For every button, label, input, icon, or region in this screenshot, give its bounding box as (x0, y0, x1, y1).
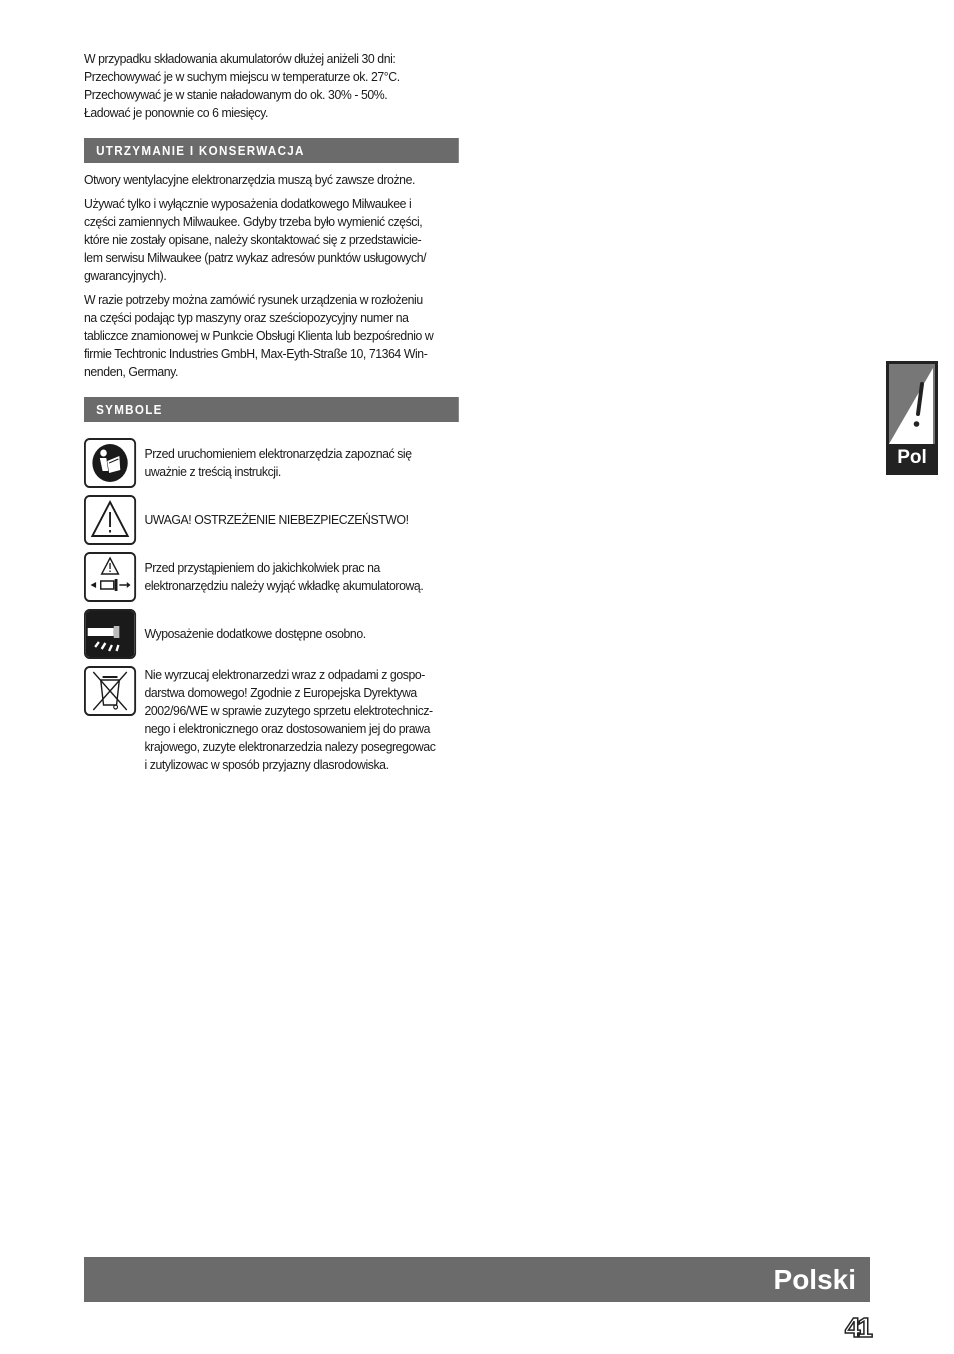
text-line: Używać tylko i wyłącznie wyposażenia dodatkowego Milwaukee i (84, 196, 412, 211)
footer-bar (84, 1257, 870, 1302)
text-line: firmie Techtronic Industries GmbH, Max-Eyth-Straße 10, 71364 Win- (84, 346, 428, 361)
text-line: elektronarzędziu należy wyjąć wkładkę akumulatorową. (144, 578, 424, 593)
language-tab-label: Pol (897, 447, 927, 468)
symbol-text (144, 625, 365, 643)
text-line: Wyposażenie dodatkowe dostępne osobno. (144, 626, 366, 641)
footer-language-title: Polski (773, 1264, 856, 1295)
maintenance-heading: UTRZYMANIE I KONSERWACJA (84, 138, 459, 163)
symbol-text (144, 666, 435, 774)
text-line: części zamiennych Milwaukee. Gdyby trzeba było wymienić części, (84, 214, 423, 229)
text-line: Otwory wentylacyjne elektronarzędzia muszą być zawsze drożne. (84, 172, 415, 187)
text-line: krajowego, zuzyte elektronarzedzia nalezy posegregowac (144, 739, 436, 754)
ventilation-paragraph (84, 171, 444, 189)
text-line: które nie zostały opisane, należy skontaktować się z przedstawicie- (84, 232, 422, 247)
crossed-bin-icon (84, 666, 136, 716)
text-line: uważnie z treścią instrukcji. (144, 464, 281, 479)
symbol-row-accessory (84, 609, 444, 659)
text-line: Ładować je ponownie co 6 miesięcy. (84, 105, 268, 120)
text-line: Nie wyrzucaj elektronarzedzi wraz z odpadami z gospo- (144, 667, 425, 682)
warning-triangle-icon (84, 495, 136, 545)
language-tab (886, 361, 938, 475)
symbol-text (144, 445, 411, 481)
text-line: lem serwisu Milwaukee (patrz wykaz adresów punktów usługowych/ (84, 250, 427, 265)
text-line: darstwa domowego! Zgodnie z Europejska Dyrektywa (144, 685, 417, 700)
remove-battery-icon (84, 552, 136, 602)
symbol-row-disposal (84, 666, 444, 774)
text-line: nego i elektronicznego oraz dostosowaniem jej do prawa (144, 721, 431, 736)
text-line: Przed przystąpieniem do jakichkolwiek prac na (144, 560, 380, 575)
symbol-text (144, 559, 423, 595)
symbol-row-battery (84, 552, 444, 602)
text-line: 2002/96/WE w sprawie zuzytego sprzetu elektrotechnicz- (144, 703, 433, 718)
symbol-row-warning (84, 495, 444, 545)
text-line: Przechowywać je w suchym miejscu w temperaturze ok. 27°C. (84, 69, 400, 84)
text-line: Przed uruchomieniem elektronarzędzia zapoznać się (144, 446, 412, 461)
warning-exclamation-icon (889, 364, 935, 444)
text-line: UWAGA! OSTRZEŻENIE NIEBEZPIECZEŃSTWO! (144, 512, 409, 527)
text-line: tabliczce znamionowej w Punkcie Obsługi Klienta lub bezpośrednio w (84, 328, 434, 343)
page-number: 41 (844, 1312, 870, 1343)
text-line: W przypadku składowania akumulatorów dłużej aniżeli 30 dni: (84, 51, 396, 66)
exploded-drawing-paragraph (84, 291, 444, 381)
text-line: Przechowywać je w stanie naładowanym do ok. 30% - 50%. (84, 87, 388, 102)
text-line: na części podając typ maszyny oraz sześciopozycyjny numer na (84, 310, 409, 325)
text-line: nenden, Germany. (84, 364, 178, 379)
text-line: i zutylizowac w sposób przyjazny dlasrodowiska. (144, 757, 389, 772)
accessory-icon (84, 609, 136, 659)
content-column (84, 50, 444, 781)
symbols-heading: SYMBOLE (84, 397, 459, 422)
accessories-paragraph (84, 195, 444, 285)
symbol-text (144, 511, 408, 529)
text-line: W razie potrzeby można zamówić rysunek urządzenia w rozłożeniu (84, 292, 423, 307)
text-line: gwarancyjnych). (84, 268, 167, 283)
symbol-row-manual (84, 438, 444, 488)
read-manual-icon (84, 438, 136, 488)
storage-paragraph (84, 50, 444, 122)
